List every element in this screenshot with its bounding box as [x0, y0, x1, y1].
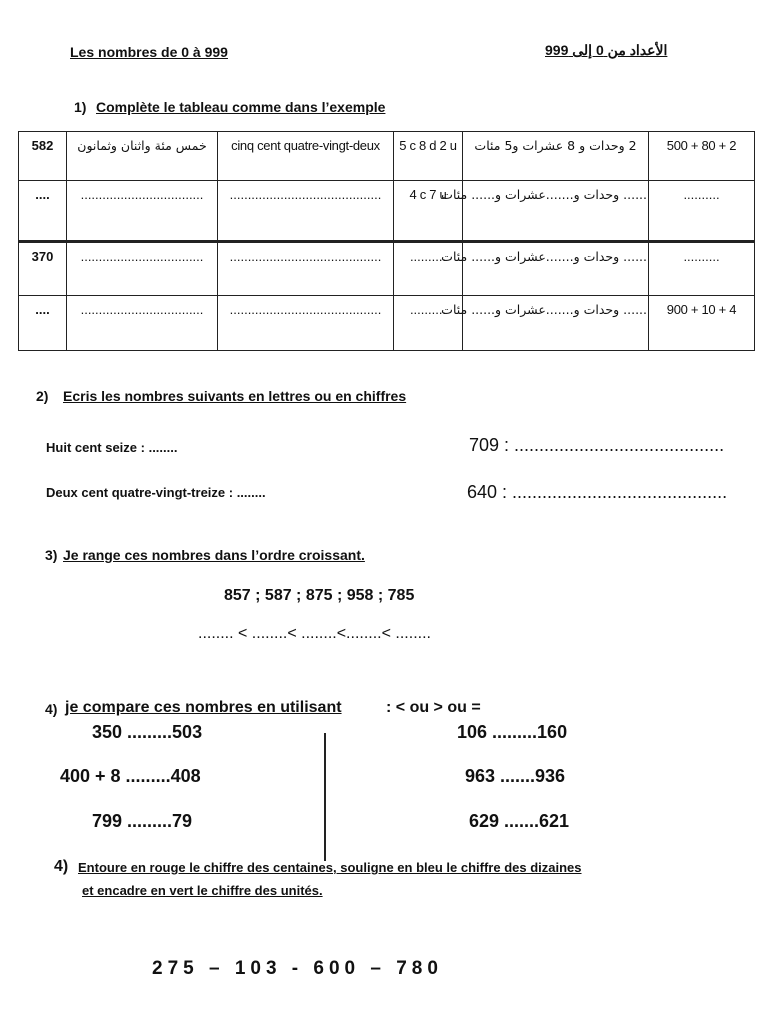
title-french: Les nombres de 0 à 999 — [70, 44, 228, 60]
comparison-item: 629 .......621 — [469, 811, 570, 831]
q4-number: 4) — [45, 701, 58, 717]
table-cell: 900 + 10 + 4 — [649, 295, 755, 350]
table-row — [19, 295, 755, 350]
table-cell[interactable]: .................................. — [67, 295, 218, 350]
q5-instruction-line1: Entoure en rouge le chiffre des centaines, souligne en bleu le chiffre des dizaines — [78, 860, 582, 875]
table-cell[interactable]: ...... وحدات و.......عشرات و...... مئات — [463, 181, 649, 242]
comparison-item: 400 + 8 .........408 — [60, 766, 201, 786]
table-cell[interactable]: .......... — [394, 242, 463, 295]
comparison-item: 963 .......936 — [465, 766, 566, 786]
table-cell: .... — [19, 295, 67, 350]
table-cell: .... — [19, 181, 67, 242]
table-cell: 370 — [19, 242, 67, 295]
comparison-item: 106 .........160 — [457, 722, 568, 742]
q2-item: Huit cent seize : ........ — [46, 440, 178, 455]
table-cell: cinq cent quatre-vingt-deux — [218, 132, 394, 181]
table-cell[interactable]: .................................. — [67, 242, 218, 295]
table-cell[interactable]: .......... — [394, 295, 463, 350]
table-row — [19, 242, 755, 295]
q2-number: 2) — [36, 388, 49, 404]
q3-instruction: Je range ces nombres dans l’ordre croissant. — [63, 547, 365, 563]
table-cell: 4 c 7 u — [394, 181, 463, 242]
table-cell[interactable]: .......................................... — [218, 295, 394, 350]
table-cell[interactable]: .......................................... — [218, 181, 394, 242]
table-cell: 2 وحدات و 8 عشرات و5 مئات — [463, 132, 649, 181]
q3-numbers: 857 ; 587 ; 875 ; 958 ; 785 — [224, 587, 415, 604]
table-cell[interactable]: ...... وحدات و.......عشرات و...... مئات — [463, 295, 649, 350]
q1-number: 1) — [74, 99, 87, 115]
table-cell[interactable]: .................................. — [67, 181, 218, 242]
comparison-item: 350 .........503 — [92, 722, 203, 742]
table-row — [19, 181, 755, 242]
table-cell: 500 + 80 + 2 — [649, 132, 755, 181]
q2-item: Deux cent quatre-vingt-treize : ........ — [46, 485, 266, 500]
table-cell[interactable]: .......... — [649, 242, 755, 295]
q2-instruction: Ecris les nombres suivants en lettres ou en chiffres — [63, 388, 407, 404]
q4-symbols: : < ou > ou = — [386, 699, 481, 716]
table-cell[interactable]: ...... وحدات و.......عشرات و...... مئات — [463, 242, 649, 295]
table-cell: 5 c 8 d 2 u — [394, 132, 463, 181]
divider-line — [324, 733, 326, 861]
table-cell: 582 — [19, 132, 67, 181]
q5-number: 4) — [54, 858, 69, 875]
table-row — [19, 132, 755, 181]
q5-instruction-line2: et encadre en vert le chiffre des unités. — [82, 883, 323, 898]
q2-item: 709 : .......................................... — [469, 435, 725, 455]
table-cell[interactable]: .......... — [649, 181, 755, 242]
q4-instruction: je compare ces nombres en utilisant — [65, 699, 342, 716]
table-cell[interactable]: .......................................... — [218, 242, 394, 295]
final-numbers: 275 – 103 - 600 – 780 — [152, 958, 443, 979]
comparison-item: 799 .........79 — [92, 811, 193, 831]
q2-item: 640 : ........................................... — [467, 482, 728, 502]
table-cell: خمس مئة واثنان وثمانون — [67, 132, 218, 181]
q3-number: 3) — [45, 547, 58, 563]
q1-instruction: Complète le tableau comme dans l’exemple — [96, 99, 386, 115]
exercise-table — [18, 131, 755, 351]
q3-answer-line[interactable]: ........ < ........< ........<........< ........ — [198, 625, 431, 642]
title-arabic: الأعداد من 0 إلى 999 — [545, 42, 668, 58]
